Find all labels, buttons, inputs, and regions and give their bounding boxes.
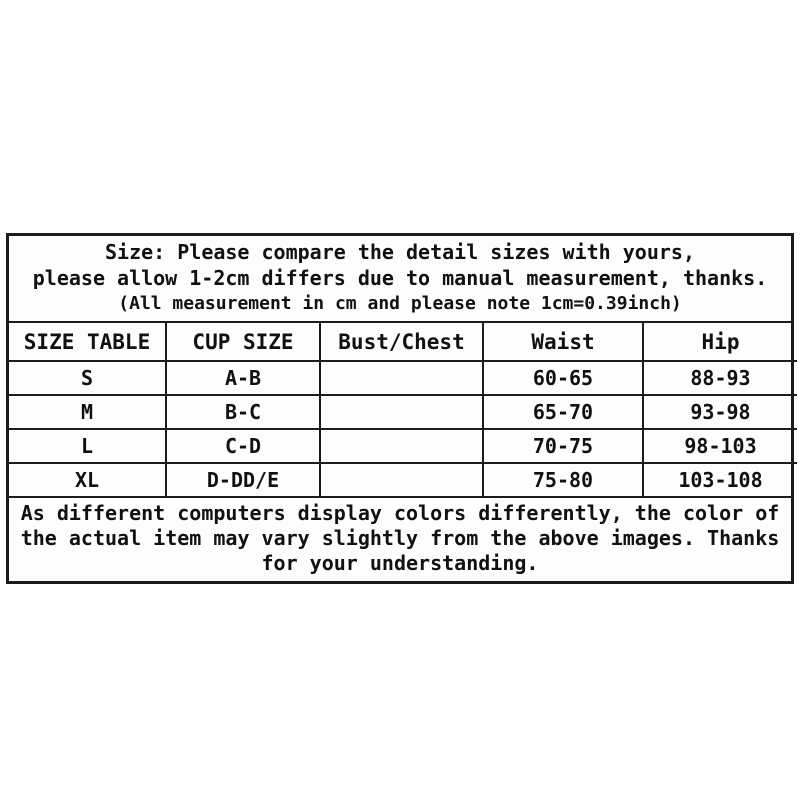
cell-cup: D-DD/E (166, 463, 320, 496)
cell-bust-chest (320, 463, 483, 496)
color-disclaimer-line-2: the actual item may vary slightly from the above images. Thanks (20, 526, 780, 550)
cell-hip: 103-108 (678, 468, 763, 492)
cell-cup: C-D (166, 429, 320, 463)
header-hip: Hip (643, 323, 797, 361)
cell-bust-chest (320, 361, 483, 395)
color-disclaimer-line-3: for your understanding. (261, 551, 539, 575)
header-bust-chest: Bust/Chest (320, 323, 483, 361)
color-disclaimer-line-1: As different computers display colors differently, the color of (20, 501, 780, 525)
measurement-notice (9, 236, 791, 323)
cell-size: L (9, 429, 166, 463)
header-size-table: SIZE TABLE (9, 323, 166, 361)
table-row-m (9, 395, 797, 429)
cell-hip: 93-98 (643, 395, 797, 429)
cell-waist: 70-75 (483, 429, 643, 463)
cell-waist: 60-65 (483, 361, 643, 395)
cell-waist: 75-80 (483, 463, 643, 496)
cell-waist: 65-70 (483, 395, 643, 429)
header-waist: Waist (483, 323, 643, 361)
table-row-xl (9, 463, 797, 496)
cell-size: XL (9, 463, 166, 496)
measurement-notice-line-3: (All measurement in cm and please note 1cm=0.39inch) (118, 293, 682, 314)
table-row-s (9, 361, 797, 395)
cell-cup: A-B (166, 361, 320, 395)
cell-size: S (9, 361, 166, 395)
table-row-l (9, 429, 797, 463)
size-table (9, 323, 797, 496)
cell-size: M (9, 395, 166, 429)
header-cup-size: CUP SIZE (166, 323, 320, 361)
cell-bust-chest (320, 429, 483, 463)
color-disclaimer (9, 496, 791, 581)
cell-hip: 98-103 (643, 429, 797, 463)
size-chart (6, 233, 794, 584)
cell-hip: 88-93 (643, 361, 797, 395)
size-table-header-row (9, 323, 797, 361)
measurement-notice-line-2: please allow 1-2cm differs due to manual measurement, thanks. (32, 266, 768, 290)
measurement-notice-line-1: Size: Please compare the detail sizes with yours, (104, 240, 695, 264)
cell-bust-chest (320, 395, 483, 429)
cell-cup: B-C (166, 395, 320, 429)
